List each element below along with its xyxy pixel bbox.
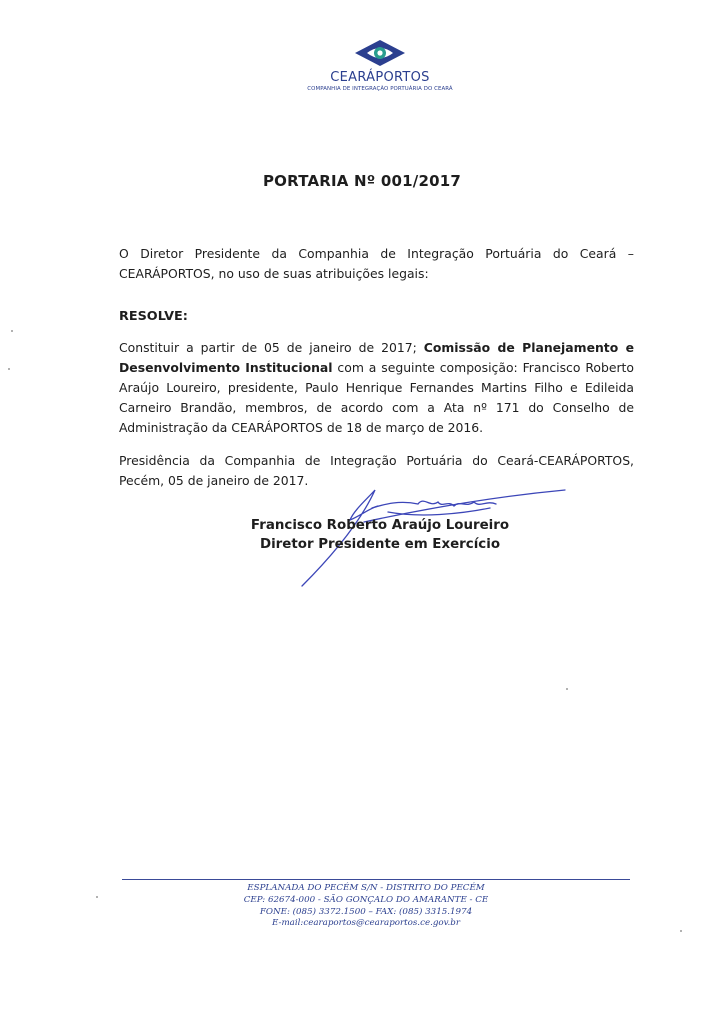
document-title: PORTARIA Nº 001/2017 bbox=[262, 172, 462, 190]
scan-speck bbox=[8, 368, 10, 370]
resolve-label: RESOLVE: bbox=[119, 309, 188, 324]
eye-emblem-icon bbox=[353, 38, 407, 68]
body-paragraph bbox=[119, 338, 634, 438]
footer-email: E-mail:cearaportos@cearaportos.ce.gov.br bbox=[272, 918, 460, 929]
footer-cep: CEP: 62674-000 - SÃO GONÇALO DO AMARANTE - CE bbox=[243, 894, 489, 905]
signature-block bbox=[230, 516, 530, 554]
logo-subtitle: COMPANHIA DE INTEGRAÇÃO PORTUÁRIA DO CEARÁ bbox=[307, 86, 453, 92]
closing-paragraph: Presidência da Companhia de Integração Portuária do Ceará-CEARÁPORTOS, Pecém, 05 de janeiro de 2017. bbox=[119, 453, 634, 488]
logo-name: CEARÁPORTOS bbox=[330, 70, 430, 85]
body-text-end: com a seguinte composição: Francisco Roberto Araújo Loureiro, presidente, Paulo Henrique Fernandes Martins Filho e Edileida Carneiro Brandão, membros, de acordo com a Ata nº 171 do Conselho de Administração da CEARÁPORTOS de 18 de março de 2016. bbox=[119, 360, 634, 435]
body-text-start: Constituir a partir de 05 de janeiro de 2017; bbox=[119, 340, 424, 355]
intro-paragraph: O Diretor Presidente da Companhia de Integração Portuária do Ceará – CEARÁPORTOS, no uso de suas atribuições legais: bbox=[119, 246, 634, 281]
signatory-role: Diretor Presidente em Exercício bbox=[259, 537, 501, 552]
footer-divider bbox=[122, 879, 630, 880]
footer-phone: FONE: (085) 3372.1500 – FAX: (085) 3315.1974 bbox=[259, 906, 473, 917]
scan-speck bbox=[680, 930, 682, 932]
scan-speck bbox=[566, 688, 568, 690]
company-logo bbox=[280, 30, 480, 100]
scan-speck bbox=[11, 330, 13, 332]
commission-name: Comissão de Planejamento e Desenvolvimento Institucional bbox=[119, 340, 634, 375]
signatory-name: Francisco Roberto Araújo Loureiro bbox=[250, 518, 510, 533]
footer bbox=[160, 883, 572, 930]
scan-speck bbox=[96, 896, 98, 898]
footer-address: ESPLANADA DO PECÉM S/N - DISTRITO DO PECÉM bbox=[247, 883, 485, 893]
